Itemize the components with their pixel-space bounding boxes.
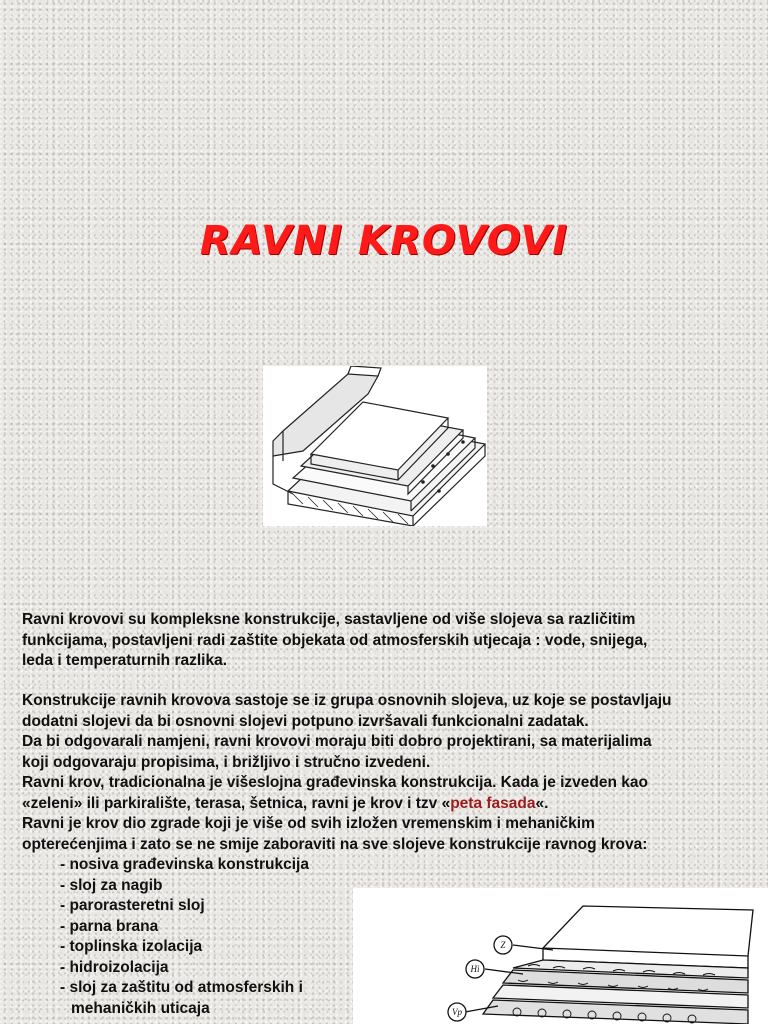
list-item: - parorasteretni sloj (60, 897, 205, 914)
list-item: - sloj za zaštitu od atmosferskih i (60, 979, 303, 996)
list-item: - hidroizolacija (60, 958, 169, 976)
body-paragraph (22, 691, 752, 855)
text-line-green-roof (22, 794, 752, 815)
text-line: Ravni je krov dio zgrade koji je više od svih izložen vremenskim i mehaničkim (22, 815, 595, 832)
roof-layers-drawing (353, 888, 768, 1024)
text-fragment: «zeleni» ili parkiralište, terasa, šetnica, ravni je krov i tzv « (22, 794, 451, 812)
text-fragment: «. (535, 794, 549, 812)
list-item: - toplinska izolacija (60, 938, 203, 955)
roof-section-illustration (263, 366, 487, 526)
page-title: RAVNI KROVOVI (199, 218, 569, 264)
peta-fasada-highlight: peta fasada (450, 794, 536, 812)
text-line: opterećenjima i zato se ne smije zaboraviti na sve slojeve konstrukcije ravnog krova: (22, 835, 648, 853)
text-line: Ravni krovovi su kompleksne konstrukcije, sastavljene od više slojeva sa različitim (22, 611, 636, 628)
intro-paragraph (22, 610, 752, 672)
text-line: funkcijama, postavljeni radi zaštite objekata od atmosferskih utjecaja : vode, snijega, (22, 631, 648, 649)
list-item: - parna brana (60, 917, 159, 935)
roof-layers-illustration (353, 888, 768, 1024)
text-line: leda i temperaturnih razlika. (22, 652, 228, 669)
text-line: Da bi odgovarali namjeni, ravni krovovi moraju biti dobro projektirani, sa materijalima (22, 733, 652, 750)
label-hi: Hi (470, 964, 480, 974)
text-line: dodatni slojevi da bi osnovni slojevi potpuno izvršavali funkcionalni zadatak. (22, 712, 589, 730)
list-item-continuation: mehaničkih uticaja (71, 999, 210, 1017)
layers-list (60, 855, 350, 1019)
label-vp: Vp (452, 1007, 462, 1017)
label-z: Z (500, 940, 506, 950)
text-line: koji odgovaraju propisima, i brižljivo i stručno izvedeni. (22, 753, 431, 771)
list-item: - sloj za nagib (60, 876, 163, 894)
text-line: Konstrukcije ravnih krovova sastoje se iz grupa osnovnih slojeva, uz koje se postavljaju (22, 692, 672, 709)
text-line: Ravni krov, tradicionalna je višeslojna građevinska konstrukcija. Kada je izveden kao (22, 774, 648, 791)
list-item: - nosiva građevinska konstrukcija (60, 856, 309, 873)
roof-section-drawing (263, 366, 487, 526)
